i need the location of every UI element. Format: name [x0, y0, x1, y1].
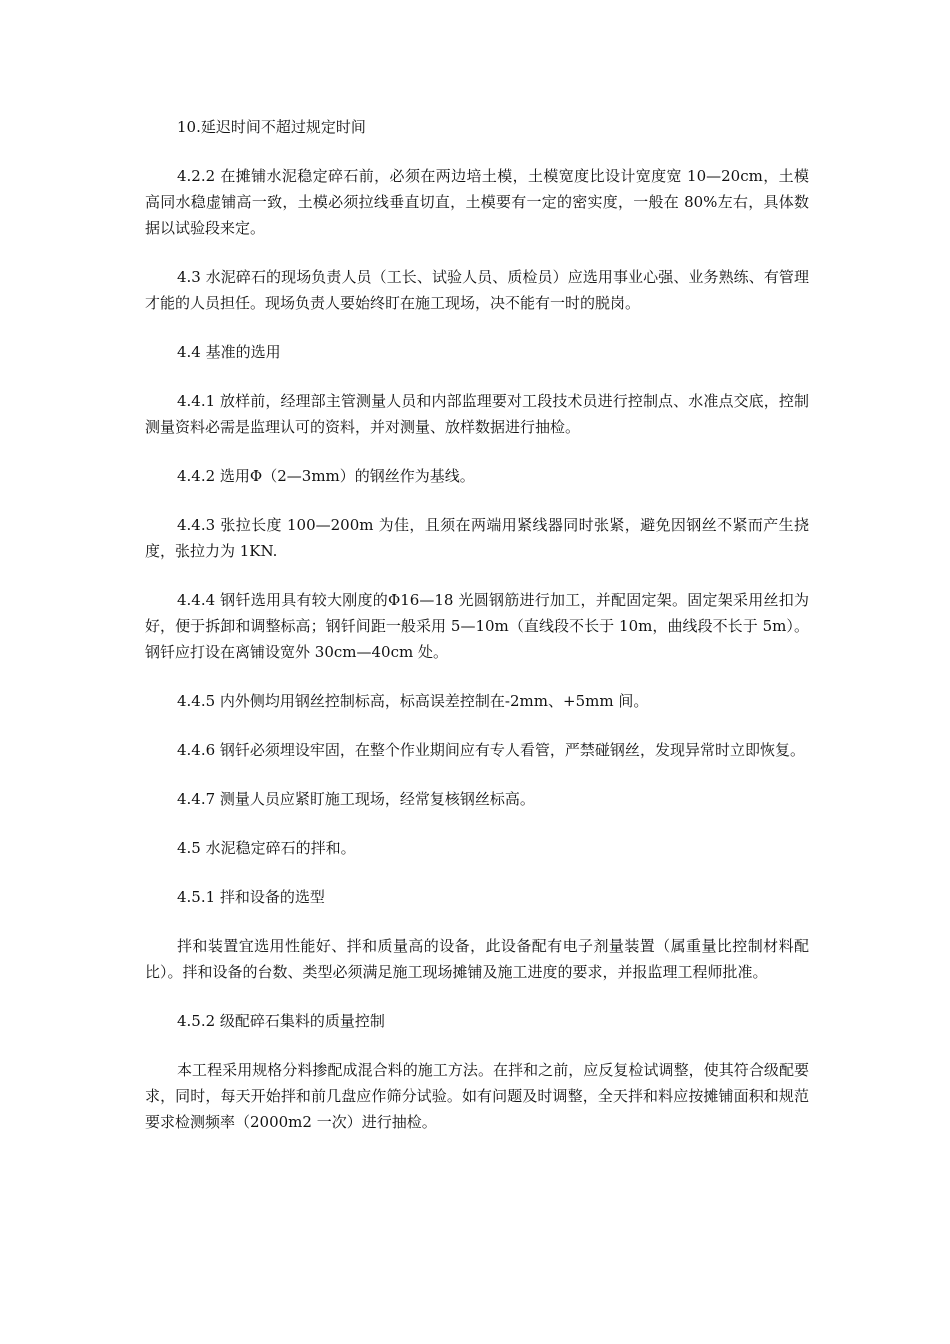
- paragraph-4-4-3: 4.4.3 张拉长度 100—200m 为佳，且须在两端用紧线器同时张紧，避免因钢丝不紧而产生挠度，张拉力为 1KN.: [145, 516, 809, 560]
- paragraph-4-3: 4.3 水泥碎石的现场负责人员（工长、试验人员、质检员）应选用事业心强、业务熟练、有管理才能的人员担任。现场负责人要始终盯在施工现场，决不能有一时的脱岗。: [145, 268, 809, 312]
- heading-4-5: 4.5 水泥稳定碎石的拌和。: [177, 839, 356, 857]
- paragraph-4-4-2: 4.4.2 选用Φ（2—3mm）的钢丝作为基线。: [177, 467, 475, 485]
- paragraph-delay-time: 10.延迟时间不超过规定时间: [177, 118, 366, 136]
- paragraph-4-4-5: 4.4.5 内外侧均用钢丝控制标高，标高误差控制在-2mm、+5mm 间。: [177, 692, 649, 710]
- paragraph-mixing-equipment: 拌和装置宜选用性能好、拌和质量高的设备，此设备配有电子剂量装置（属重量比控制材料配比）。拌和设备的台数、类型必须满足施工现场摊铺及施工进度的要求，并报监理工程师批准。: [145, 937, 809, 981]
- paragraph-4-4-4: 4.4.4 钢钎选用具有较大刚度的Φ16—18 光圆钢筋进行加工，并配固定架。固定架采用丝扣为好，便于拆卸和调整标高；钢钎间距一般采用 5—10m（直线段不长于 10m，曲线段不长于 5m）。钢钎应打设在离铺设宽外 30cm—40cm 处。: [145, 591, 809, 661]
- paragraph-4-4-7: 4.4.7 测量人员应紧盯施工现场，经常复核钢丝标高。: [177, 790, 535, 808]
- paragraph-4-2-2: 4.2.2 在摊铺水泥稳定碎石前，必须在两边培土模，土模宽度比设计宽度宽 10—20cm，土模高同水稳虚铺高一致，土模必须拉线垂直切直，土模要有一定的密实度，一般在 80%左右，具体数据以试验段来定。: [145, 167, 809, 237]
- paragraph-4-4-6: 4.4.6 钢钎必须埋设牢固，在整个作业期间应有专人看管，严禁碰钢丝，发现异常时立即恢复。: [177, 741, 805, 759]
- paragraph-4-4-1: 4.4.1 放样前，经理部主管测量人员和内部监理要对工段技术员进行控制点、水准点交底，控制测量资料必需是监理认可的资料，并对测量、放样数据进行抽检。: [145, 392, 809, 436]
- paragraph-aggregate-quality: 本工程采用规格分料掺配成混合料的施工方法。在拌和之前，应反复检试调整，使其符合级配要求，同时，每天开始拌和前几盘应作筛分试验。如有问题及时调整，全天拌和料应按摊铺面积和规范要求检测频率（2000m2 一次）进行抽检。: [145, 1061, 809, 1131]
- document-body: [145, 114, 809, 1158]
- heading-4-5-2: 4.5.2 级配碎石集料的质量控制: [177, 1012, 385, 1030]
- heading-4-5-1: 4.5.1 拌和设备的选型: [177, 888, 325, 906]
- heading-4-4: 4.4 基准的选用: [177, 343, 281, 361]
